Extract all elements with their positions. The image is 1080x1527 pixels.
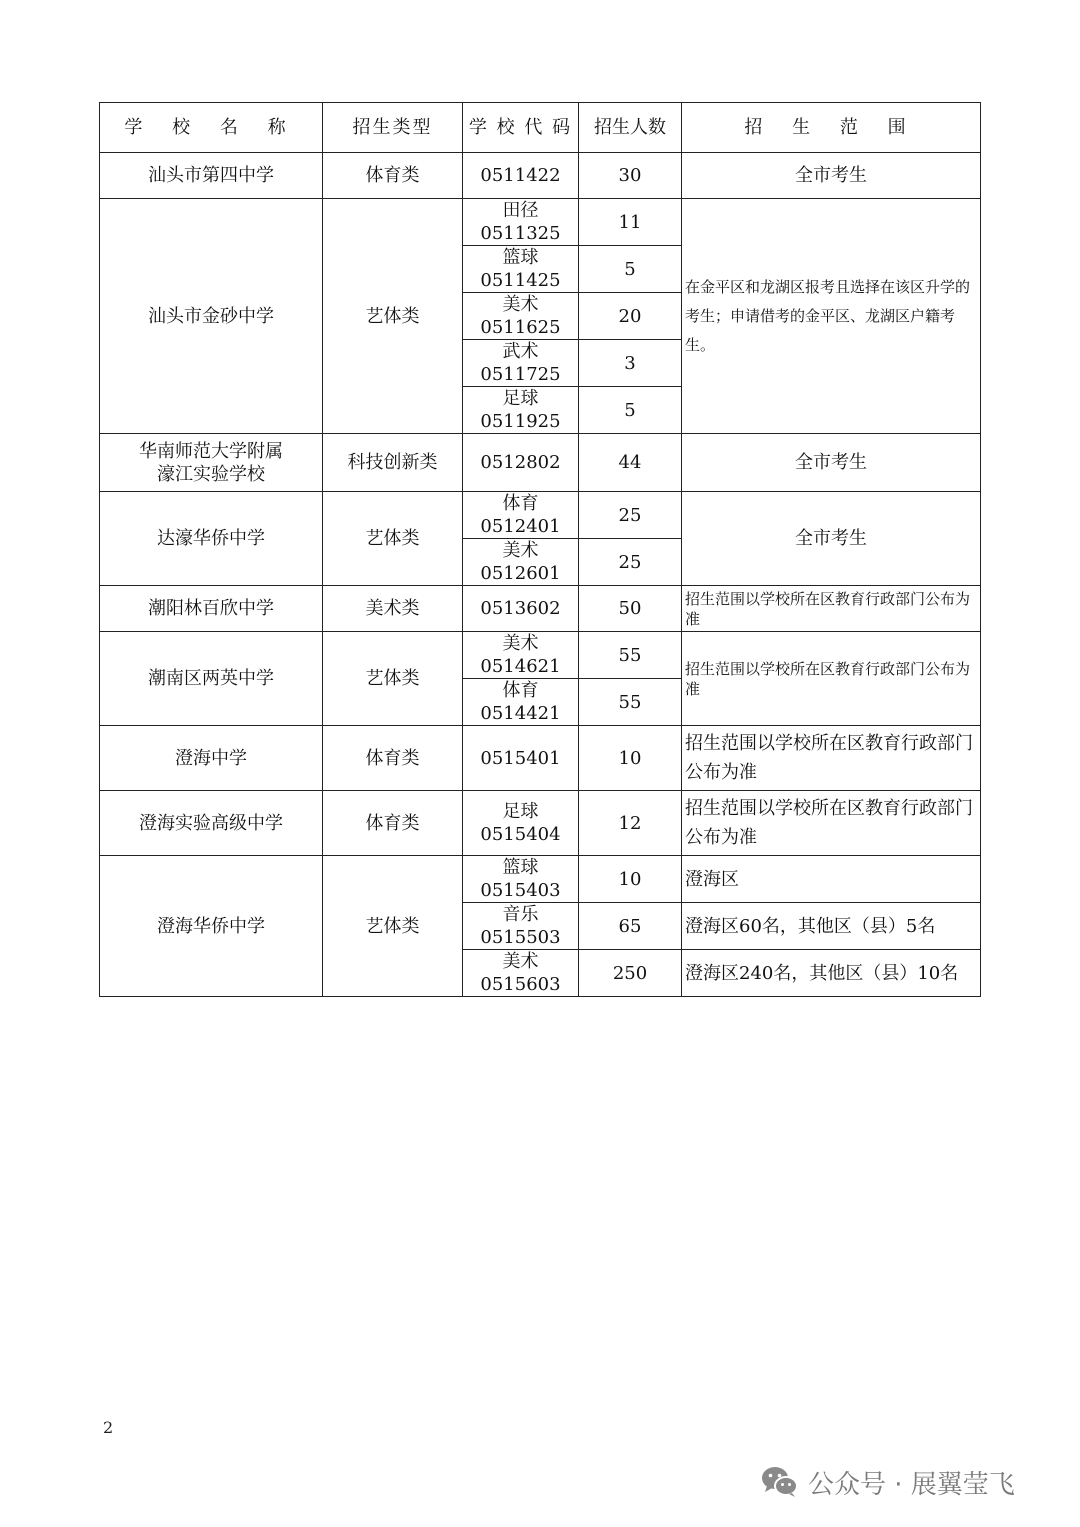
school-name bbox=[100, 434, 323, 492]
enrollment-count: 11 bbox=[579, 199, 682, 246]
table-row bbox=[100, 726, 981, 791]
enrollment-scope: 澄海区 bbox=[682, 856, 981, 903]
table-row bbox=[100, 791, 981, 856]
page-number: 2 bbox=[103, 1418, 114, 1437]
table-row bbox=[100, 492, 981, 539]
school-name-line: 濠江实验学校 bbox=[157, 463, 265, 485]
enrollment-scope: 澄海区240名，其他区（县）10名 bbox=[682, 950, 981, 997]
school-code: 0513602 bbox=[463, 586, 579, 632]
school-name: 潮阳林百欣中学 bbox=[100, 586, 323, 632]
school-code: 体育0512401 bbox=[463, 492, 579, 539]
school-code: 篮球0515403 bbox=[463, 856, 579, 903]
table-header-row bbox=[100, 103, 981, 153]
enrollment-count: 5 bbox=[579, 387, 682, 434]
school-code: 音乐0515503 bbox=[463, 903, 579, 950]
header-enrollment-type: 招生类型 bbox=[323, 103, 463, 153]
school-code: 美术0514621 bbox=[463, 632, 579, 679]
enrollment-count: 10 bbox=[579, 856, 682, 903]
enrollment-scope: 全市考生 bbox=[682, 434, 981, 492]
table-row bbox=[100, 632, 981, 679]
enrollment-count: 5 bbox=[579, 246, 682, 293]
enrollment-type: 科技创新类 bbox=[323, 434, 463, 492]
school-name: 澄海华侨中学 bbox=[100, 856, 323, 997]
admissions-table bbox=[99, 102, 981, 997]
enrollment-count: 44 bbox=[579, 434, 682, 492]
enrollment-count: 55 bbox=[579, 679, 682, 726]
table-row bbox=[100, 199, 981, 246]
school-name: 澄海实验高级中学 bbox=[100, 791, 323, 856]
school-code: 0512802 bbox=[463, 434, 579, 492]
school-name-line: 华南师范大学附属 bbox=[139, 440, 283, 462]
enrollment-count: 25 bbox=[579, 539, 682, 586]
enrollment-count: 3 bbox=[579, 340, 682, 387]
school-code: 0511422 bbox=[463, 153, 579, 199]
enrollment-type: 艺体类 bbox=[323, 492, 463, 586]
enrollment-type: 体育类 bbox=[323, 153, 463, 199]
enrollment-scope: 全市考生 bbox=[682, 153, 981, 199]
table-row bbox=[100, 434, 981, 492]
enrollment-scope: 招生范围以学校所在区教育行政部门公布为准 bbox=[682, 726, 981, 791]
header-enrollment-count: 招生人数 bbox=[579, 103, 682, 153]
school-code: 0515401 bbox=[463, 726, 579, 791]
header-enrollment-scope: 招 生 范 围 bbox=[682, 103, 981, 153]
enrollment-count: 20 bbox=[579, 293, 682, 340]
enrollment-count: 10 bbox=[579, 726, 682, 791]
enrollment-type: 体育类 bbox=[323, 726, 463, 791]
school-name: 汕头市第四中学 bbox=[100, 153, 323, 199]
header-school-code: 学 校 代 码 bbox=[463, 103, 579, 153]
enrollment-scope: 招生范围以学校所在区教育行政部门公布为准 bbox=[682, 632, 981, 726]
school-name: 澄海中学 bbox=[100, 726, 323, 791]
school-code: 足球0511925 bbox=[463, 387, 579, 434]
school-code: 美术0511625 bbox=[463, 293, 579, 340]
school-code: 田径0511325 bbox=[463, 199, 579, 246]
watermark bbox=[760, 1462, 1015, 1502]
table-row bbox=[100, 856, 981, 903]
school-code: 武术0511725 bbox=[463, 340, 579, 387]
enrollment-count: 50 bbox=[579, 586, 682, 632]
school-name: 潮南区两英中学 bbox=[100, 632, 323, 726]
enrollment-scope: 全市考生 bbox=[682, 492, 981, 586]
enrollment-scope: 招生范围以学校所在区教育行政部门公布为准 bbox=[682, 586, 981, 632]
enrollment-count: 65 bbox=[579, 903, 682, 950]
header-school-name: 学 校 名 称 bbox=[100, 103, 323, 153]
school-code: 体育0514421 bbox=[463, 679, 579, 726]
enrollment-count: 12 bbox=[579, 791, 682, 856]
table-row bbox=[100, 153, 981, 199]
school-code: 足球0515404 bbox=[463, 791, 579, 856]
watermark-text: 公众号 · 展翼莹飞 bbox=[808, 1469, 1015, 1500]
enrollment-type: 艺体类 bbox=[323, 856, 463, 997]
enrollment-count: 25 bbox=[579, 492, 682, 539]
school-name: 达濠华侨中学 bbox=[100, 492, 323, 586]
enrollment-type: 美术类 bbox=[323, 586, 463, 632]
enrollment-type: 艺体类 bbox=[323, 632, 463, 726]
wechat-icon bbox=[760, 1465, 800, 1499]
enrollment-count: 30 bbox=[579, 153, 682, 199]
school-code: 美术0512601 bbox=[463, 539, 579, 586]
enrollment-scope: 招生范围以学校所在区教育行政部门公布为准 bbox=[682, 791, 981, 856]
school-name: 汕头市金砂中学 bbox=[100, 199, 323, 434]
enrollment-type: 艺体类 bbox=[323, 199, 463, 434]
enrollment-scope: 澄海区60名，其他区（县）5名 bbox=[682, 903, 981, 950]
school-code: 篮球0511425 bbox=[463, 246, 579, 293]
enrollment-type: 体育类 bbox=[323, 791, 463, 856]
enrollment-scope: 在金平区和龙湖区报考且选择在该区升学的考生；申请借考的金平区、龙湖区户籍考生。 bbox=[682, 199, 981, 434]
enrollment-count: 250 bbox=[579, 950, 682, 997]
table-row bbox=[100, 586, 981, 632]
school-code: 美术0515603 bbox=[463, 950, 579, 997]
enrollment-count: 55 bbox=[579, 632, 682, 679]
